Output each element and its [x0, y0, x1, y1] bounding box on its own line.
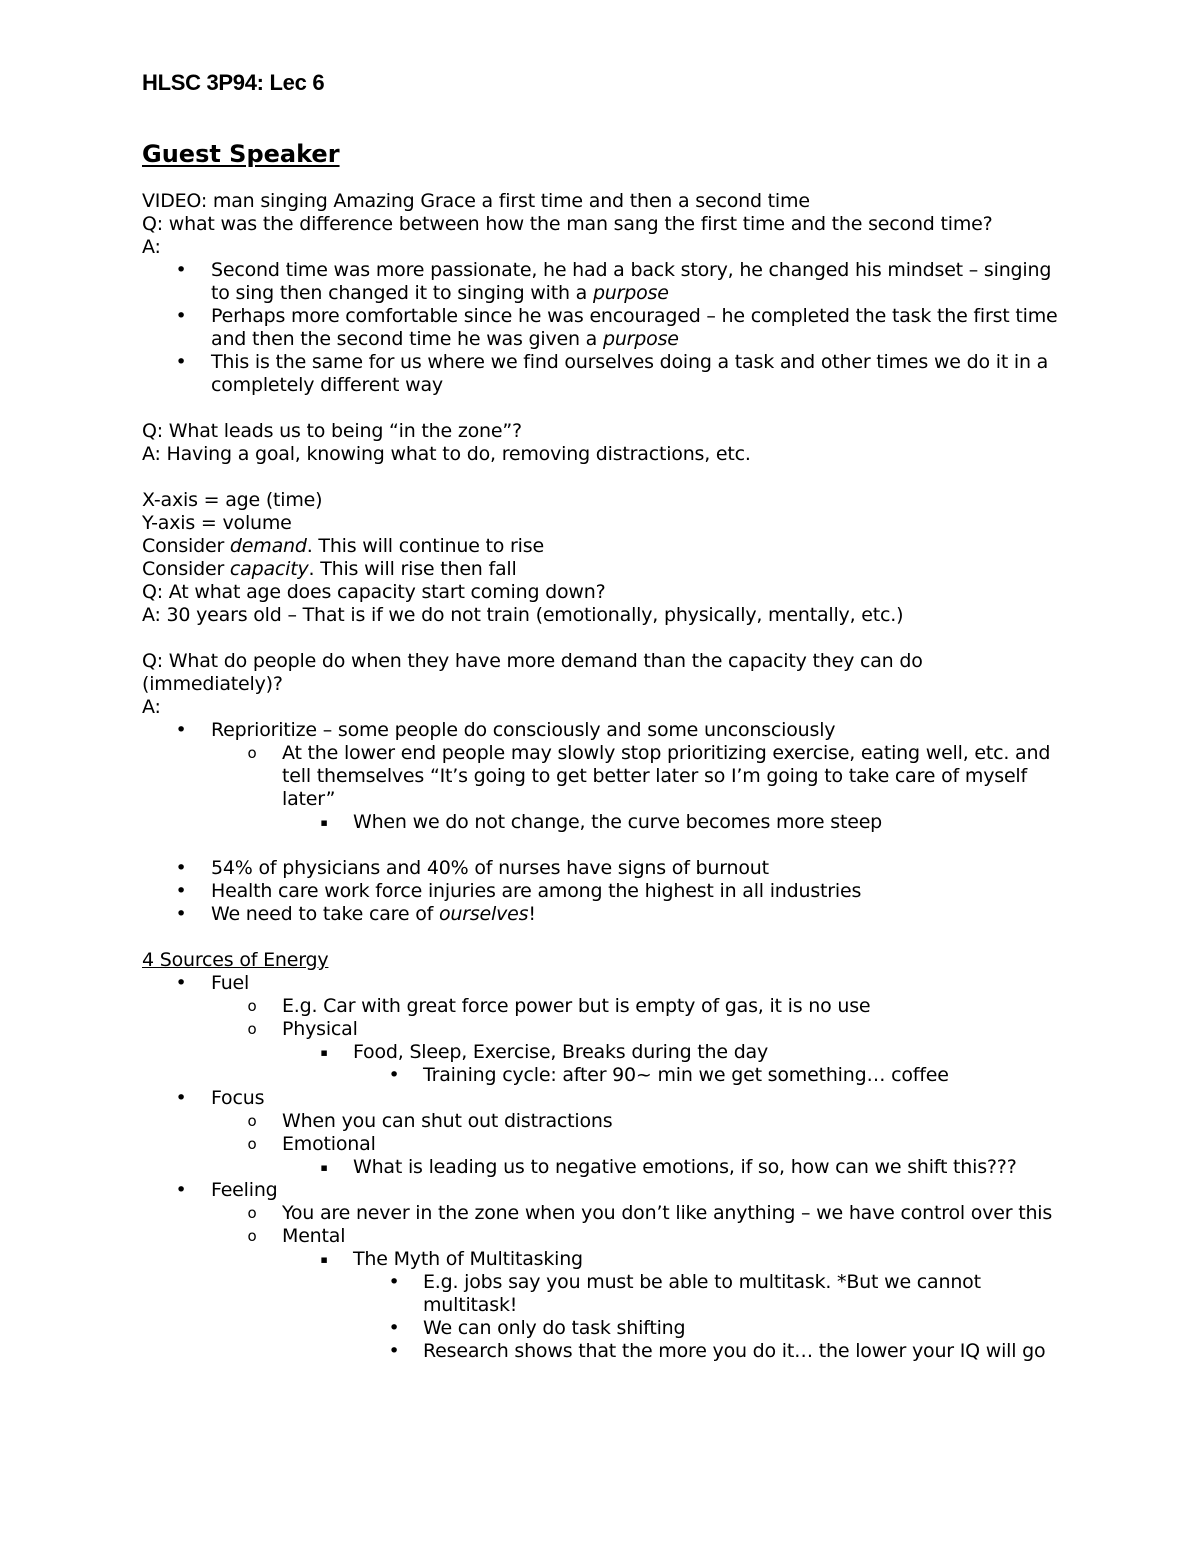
- circle-marker: o: [247, 744, 257, 762]
- circle-marker: o: [247, 1227, 257, 1245]
- circle-marker: o: [247, 997, 257, 1015]
- list-item: • Research shows that the more you do it… the lower your IQ will go: [388, 1340, 1046, 1362]
- bullet-marker: •: [175, 1179, 187, 1201]
- bullet-marker: •: [175, 880, 187, 902]
- list-item: • 54% of physicians and 40% of nurses have signs of burnout: [175, 857, 769, 879]
- demand-answer-label: A:: [142, 696, 161, 718]
- bullet-marker: •: [175, 351, 187, 373]
- video-line: VIDEO: man singing Amazing Grace a first time and then a second time: [142, 190, 810, 212]
- circle-marker: o: [247, 1135, 257, 1153]
- energy-list: [142, 972, 1072, 1363]
- list-item: • Perhaps more comfortable since he was encouraged – he completed the task the first time and then the second time he was given a purpose: [175, 305, 1058, 350]
- video-answer-list: [142, 259, 1072, 397]
- list-item: • Health care work force injuries are among the highest in all industries: [175, 880, 862, 902]
- section-heading: Guest Speaker: [142, 140, 340, 168]
- video-question: Q: what was the difference between how the man sang the first time and the second time?: [142, 213, 993, 235]
- list-item: o Mental: [142, 1225, 1072, 1248]
- list-item: o When you can shut out distractions: [142, 1110, 1072, 1133]
- circle-marker: o: [247, 1112, 257, 1130]
- bullet-marker: •: [388, 1271, 400, 1293]
- square-marker: ▪: [320, 1046, 328, 1059]
- square-marker: ▪: [320, 1161, 328, 1174]
- bullet-marker: •: [388, 1064, 400, 1086]
- course-title: HLSC 3P94: Lec 6: [142, 70, 325, 95]
- list-item: • Second time was more passionate, he had a back story, he changed his mindset – singing to sing then changed it to singing with a purpose: [175, 259, 1052, 304]
- square-marker: ▪: [320, 1253, 328, 1266]
- demand-question: Q: What do people do when they have more demand than the capacity they can do (immediately)?: [142, 650, 923, 695]
- list-item: • Fuel: [175, 972, 250, 994]
- list-item: ▪ What is leading us to negative emotions, if so, how can we shift this???: [142, 1156, 1072, 1179]
- bullet-marker: •: [175, 259, 187, 281]
- video-answer-label: A:: [142, 236, 161, 258]
- list-item: • E.g. jobs say you must be able to multitask. *But we cannot multitask!: [388, 1271, 981, 1316]
- notes-body: [142, 190, 1072, 1363]
- bullet-marker: •: [175, 857, 187, 879]
- list-item: • Reprioritize – some people do consciously and some unconsciously: [175, 719, 836, 741]
- list-item: • Focus: [175, 1087, 265, 1109]
- list-item: o E.g. Car with great force power but is empty of gas, it is no use: [142, 995, 1072, 1018]
- zone-question: Q: What leads us to being “in the zone”?: [142, 420, 522, 442]
- bullet-marker: •: [175, 1087, 187, 1109]
- x-axis-line: X-axis = age (time): [142, 489, 323, 511]
- list-item: ▪ Food, Sleep, Exercise, Breaks during the day: [142, 1041, 1072, 1064]
- circle-marker: o: [247, 1020, 257, 1038]
- demand-line: Consider demand. This will continue to rise: [142, 535, 544, 557]
- list-item: • We can only do task shifting: [388, 1317, 686, 1339]
- bullet-marker: •: [175, 903, 187, 925]
- zone-answer: A: Having a goal, knowing what to do, removing distractions, etc.: [142, 443, 751, 465]
- stats-list: [142, 857, 1072, 926]
- bullet-marker: •: [175, 972, 187, 994]
- list-item: ▪ When we do not change, the curve becomes more steep: [142, 811, 1072, 834]
- list-item: • We need to take care of ourselves!: [175, 903, 536, 925]
- list-item: o Emotional: [142, 1133, 1072, 1156]
- y-axis-line: Y-axis = volume: [142, 512, 292, 534]
- bullet-marker: •: [388, 1317, 400, 1339]
- list-item: o Physical: [142, 1018, 1072, 1041]
- bullet-marker: •: [175, 719, 187, 741]
- list-item: • Feeling: [175, 1179, 278, 1201]
- circle-marker: o: [247, 1204, 257, 1222]
- square-marker: ▪: [320, 816, 328, 829]
- list-item: • Training cycle: after 90~ min we get something… coffee: [388, 1064, 949, 1086]
- bullet-marker: •: [175, 305, 187, 327]
- list-item: • This is the same for us where we find ourselves doing a task and other times we do it in a completely different way: [175, 351, 1049, 396]
- demand-answer-list: [142, 719, 1072, 834]
- capacity-question: Q: At what age does capacity start coming down?: [142, 581, 606, 603]
- list-item: o You are never in the zone when you don’t like anything – we have control over this: [142, 1202, 1072, 1225]
- capacity-answer: A: 30 years old – That is if we do not train (emotionally, physically, mentally, etc.): [142, 604, 904, 626]
- list-item: o At the lower end people may slowly stop prioritizing exercise, eating well, etc. and tell themselves “It’s going to get better later so I’m going to take care of myself later”: [142, 742, 1072, 811]
- list-item: ▪ The Myth of Multitasking: [142, 1248, 1072, 1271]
- bullet-marker: •: [388, 1340, 400, 1362]
- energy-title: 4 Sources of Energy: [142, 949, 329, 971]
- capacity-line: Consider capacity. This will rise then fall: [142, 558, 517, 580]
